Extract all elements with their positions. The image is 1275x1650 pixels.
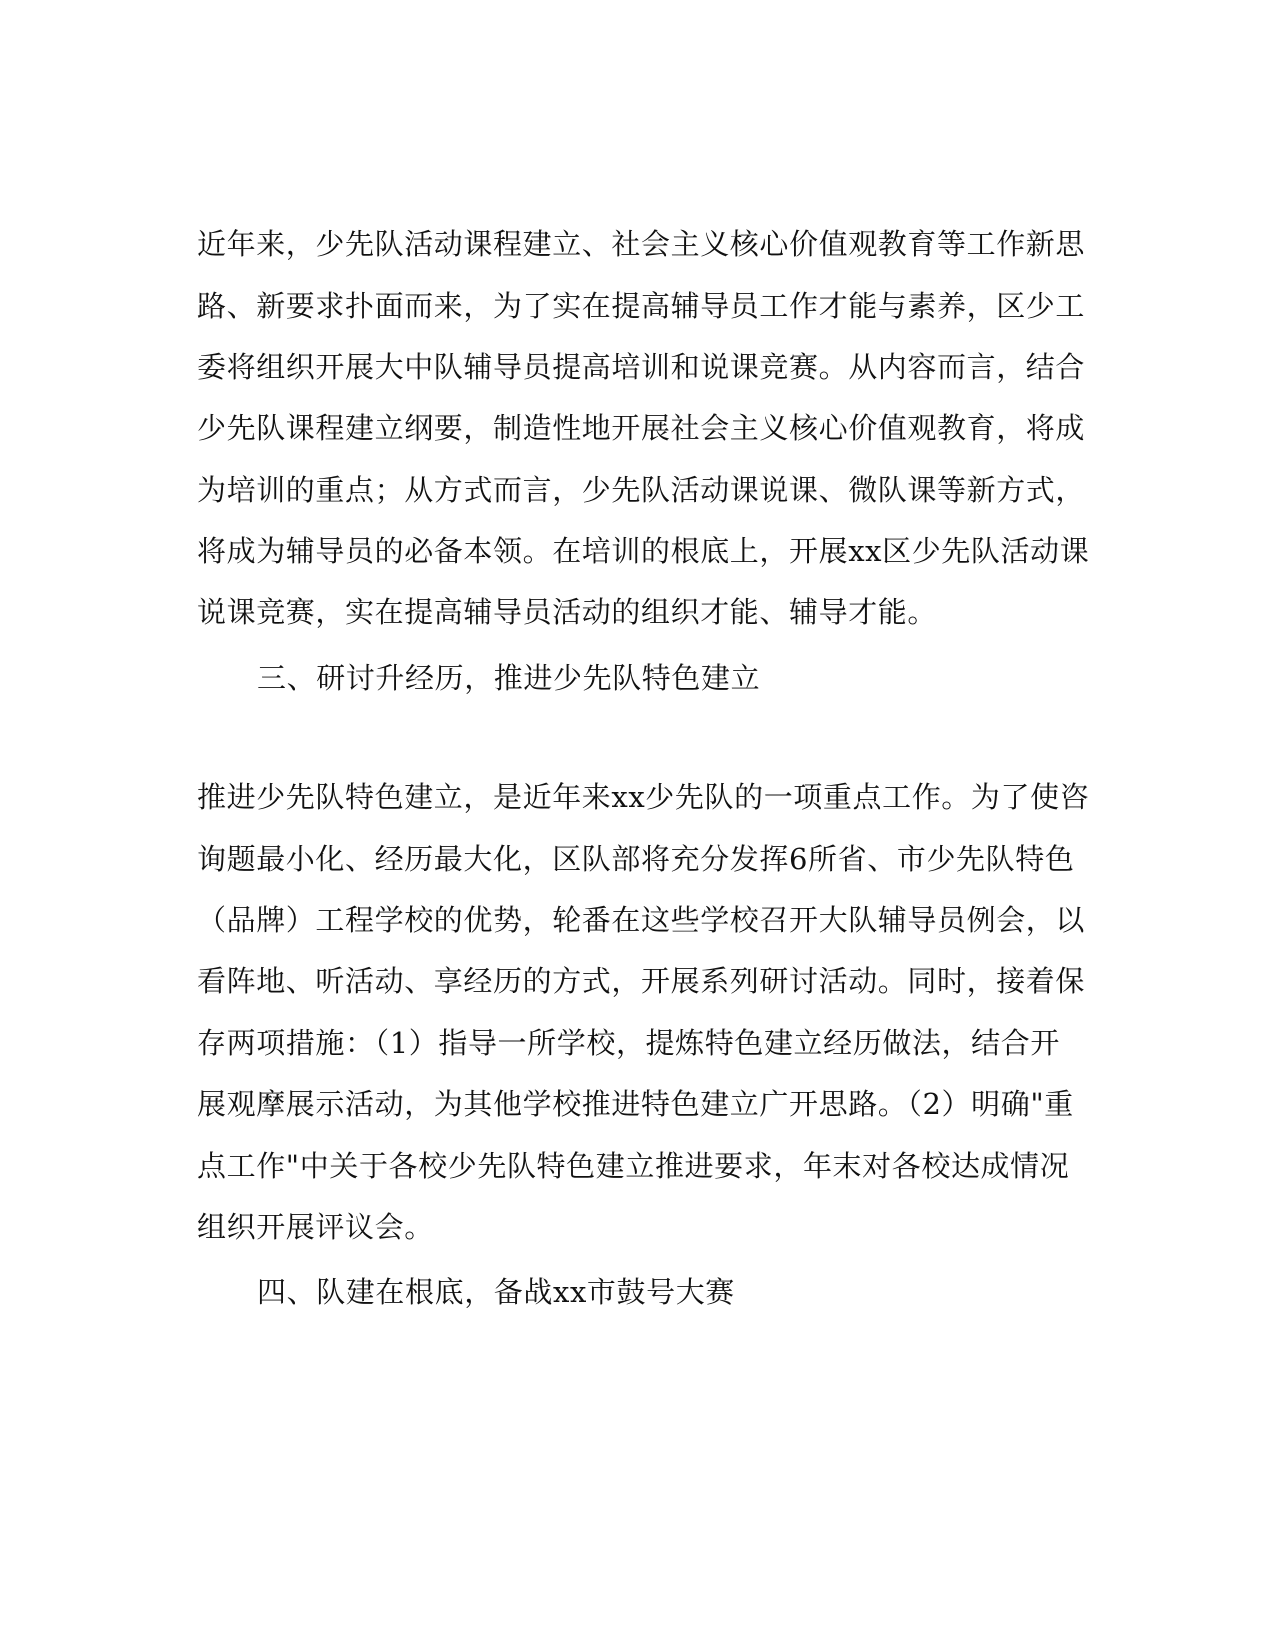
paragraph-1-line-1: 近年来，少先队活动课程建立、社会主义核心价值观教育等工作新思 xyxy=(197,227,1086,261)
paragraph-1-line-4: 少先队课程建立纲要，制造性地开展社会主义核心价值观教育，将成 xyxy=(197,411,1086,445)
paragraph-2-line-8: 组织开展评议会。 xyxy=(197,1210,434,1244)
paragraph-1-line-7: 说课竞赛，实在提高辅导员活动的组织才能、辅导才能。 xyxy=(197,595,938,629)
paragraph-2-line-1: 推进少先队特色建立，是近年来xx少先队的一项重点工作。为了使咨 xyxy=(197,780,1090,814)
paragraph-2-line-7: 点工作"中关于各校少先队特色建立推进要求，年末对各校达成情况 xyxy=(197,1149,1070,1183)
paragraph-1-line-6: 将成为辅导员的必备本领。在培训的根底上，开展xx区少先队活动课 xyxy=(197,534,1090,568)
section-heading-4: 四、队建在根底，备战xx市鼓号大赛 xyxy=(257,1275,735,1309)
paragraph-2-line-5: 存两项措施：（1）指导一所学校，提炼特色建立经历做法，结合开 xyxy=(197,1026,1060,1060)
section-heading-3: 三、研讨升经历，推进少先队特色建立 xyxy=(257,661,761,695)
paragraph-2-line-6: 展观摩展示活动，为其他学校推进特色建立广开思路。（2）明确"重 xyxy=(197,1087,1074,1121)
paragraph-1-line-2: 路、新要求扑面而来，为了实在提高辅导员工作才能与素养，区少工 xyxy=(197,289,1086,323)
paragraph-1-line-3: 委将组织开展大中队辅导员提高培训和说课竞赛。从内容而言，结合 xyxy=(197,350,1086,384)
paragraph-2-line-2: 询题最小化、经历最大化，区队部将充分发挥6所省、市少先队特色 xyxy=(197,842,1075,876)
paragraph-2-line-4: 看阵地、听活动、享经历的方式，开展系列研讨活动。同时，接着保 xyxy=(197,964,1086,998)
paragraph-2-line-3: （品牌）工程学校的优势，轮番在这些学校召开大队辅导员例会，以 xyxy=(197,903,1086,937)
paragraph-1-line-5: 为培训的重点；从方式而言，少先队活动课说课、微队课等新方式， xyxy=(197,473,1086,507)
